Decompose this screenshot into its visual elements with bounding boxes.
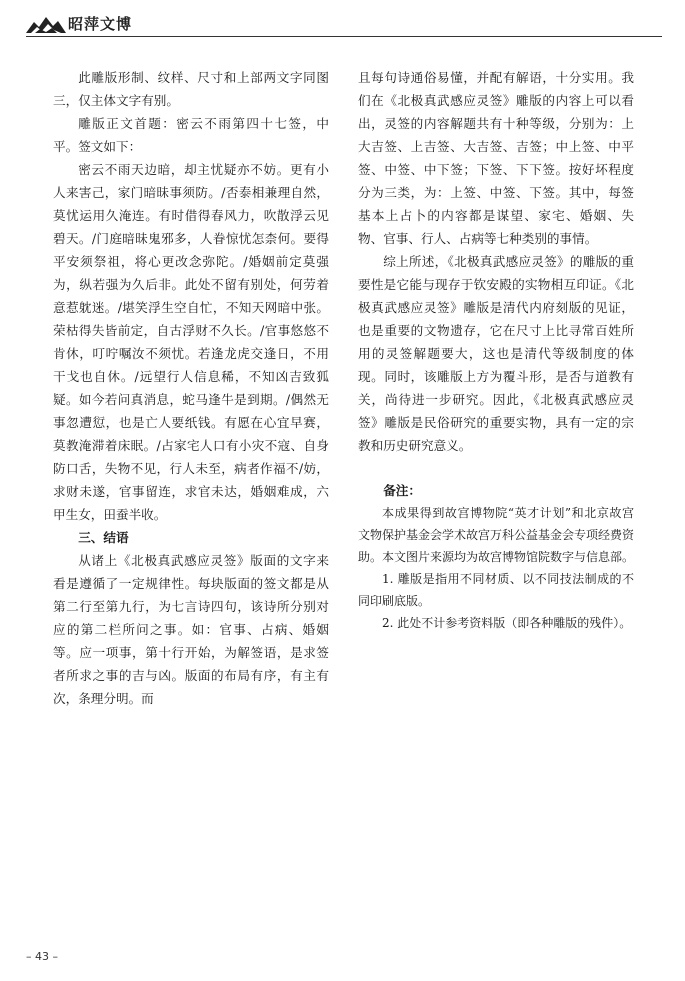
section-heading: 三、结语 <box>78 530 129 545</box>
paragraph: 密云不雨天边暗，却主忧疑亦不妨。更有小人来害己，家门暗昧事须防。/否泰相兼理自然，莫忧运用久淹连。有时借得春风力，吹散浮云见碧天。/门庭暗昧鬼邪多，人眷惊忧怎柰何。要得平安须祭祖，将心更改念弥陀。/婚姻前定莫强为，纵若强为久后非。此处不留有别处，何劳着意惹躭迷。/堪笑浮生空自忙，不知天网暗中张。荣枯得失皆前定，自古浮财不久长。/官事悠悠不肯休，叮咛嘱汝不须忧。若逢龙虎交逢日，不用干戈也自休。/远望行人信息稀，不知凶吉致狐疑。如今若问真消息，蛇马逢牛是到期。/偶然无事忽遭愆，也是亡人要纸钱。有愿在心宜早赛，莫教淹滞着床眠。/占家宅人口有小灾不寇、自身防口舌，失物不见，行人未至，病者作福不/妨，求财未遂，官事留连，求官未达，婚姻难成，六甲生女，田蚕半收。 <box>53 162 329 522</box>
paragraph: 综上所述，《北极真武感应灵签》的雕版的重要性是它能与现存于钦安殿的实物相互印证。《北极真武感应灵签》雕版是清代内府刻版的见证，也是重要的文物遗存，它在尺寸上比寻常百姓所用的灵签解题要大，这也是清代等级制度的体现。同时，该雕版上方为覆斗形，是否与道教有关，尚待进一步研究。因此，《北极真武感应灵签》雕版是民俗研究的重要实物，具有一定的宗教和历史研究意义。 <box>358 254 634 453</box>
logo-text: 昭萍文博 <box>68 15 133 33</box>
mountain-logo-icon <box>26 14 66 34</box>
paragraph: 雕版正文首题：密云不雨第四十七签，中平。签文如下： <box>53 116 329 154</box>
note-text: 本成果得到故宫博物院“英才计划”和北京故宫文物保护基金会学术故宫万科公益基金会专项经费资助。本文图片来源均为故宫博物馆院数字与信息部。 <box>358 506 635 564</box>
paragraph: 此雕版形制、纹样、尺寸和上部两文字同图三，仅主体文字有别。 <box>53 70 329 108</box>
left-column <box>53 66 329 710</box>
note-item: 1. 雕版是指用不同材质、以不同技法制成的不同印刷底版。 <box>358 572 634 608</box>
notes-title: 备注： <box>383 483 421 498</box>
notes-section <box>358 479 634 634</box>
paragraph: 从诸上《北极真武感应灵签》版面的文字来看是遵循了一定规律性。每块版面的签文都是从第二行至第九行，为七言诗四句，该诗所分别对应的第二栏所问之事。如：官事、占病、婚姻等。应一项事，第十行开始，为解签语，是求签者所求之事的吉与凶。版面的布局有序，有主有次，条理分明。而 <box>53 553 329 706</box>
paragraph: 且每句诗通俗易懂，并配有解语，十分实用。我们在《北极真武感应灵签》雕版的内容上可以看出，灵签的内容解题共有十种等级，分别为：上大吉签、上吉签、大吉签、吉签；中上签、中平签、中签、中下签；下签、下下签。按好坏程度分为三类，为：上签、中签、下签。其中，每签基本上占卜的内容都是谋望、家宅、婚姻、失物、官事、行人、占病等七种类别的事情。 <box>358 70 634 246</box>
page-number: – 43 – <box>26 950 58 963</box>
note-item: 2. 此处不计参考资料版（即各种雕版的残件）。 <box>382 616 632 630</box>
right-column <box>358 66 634 634</box>
page-header <box>26 12 662 37</box>
